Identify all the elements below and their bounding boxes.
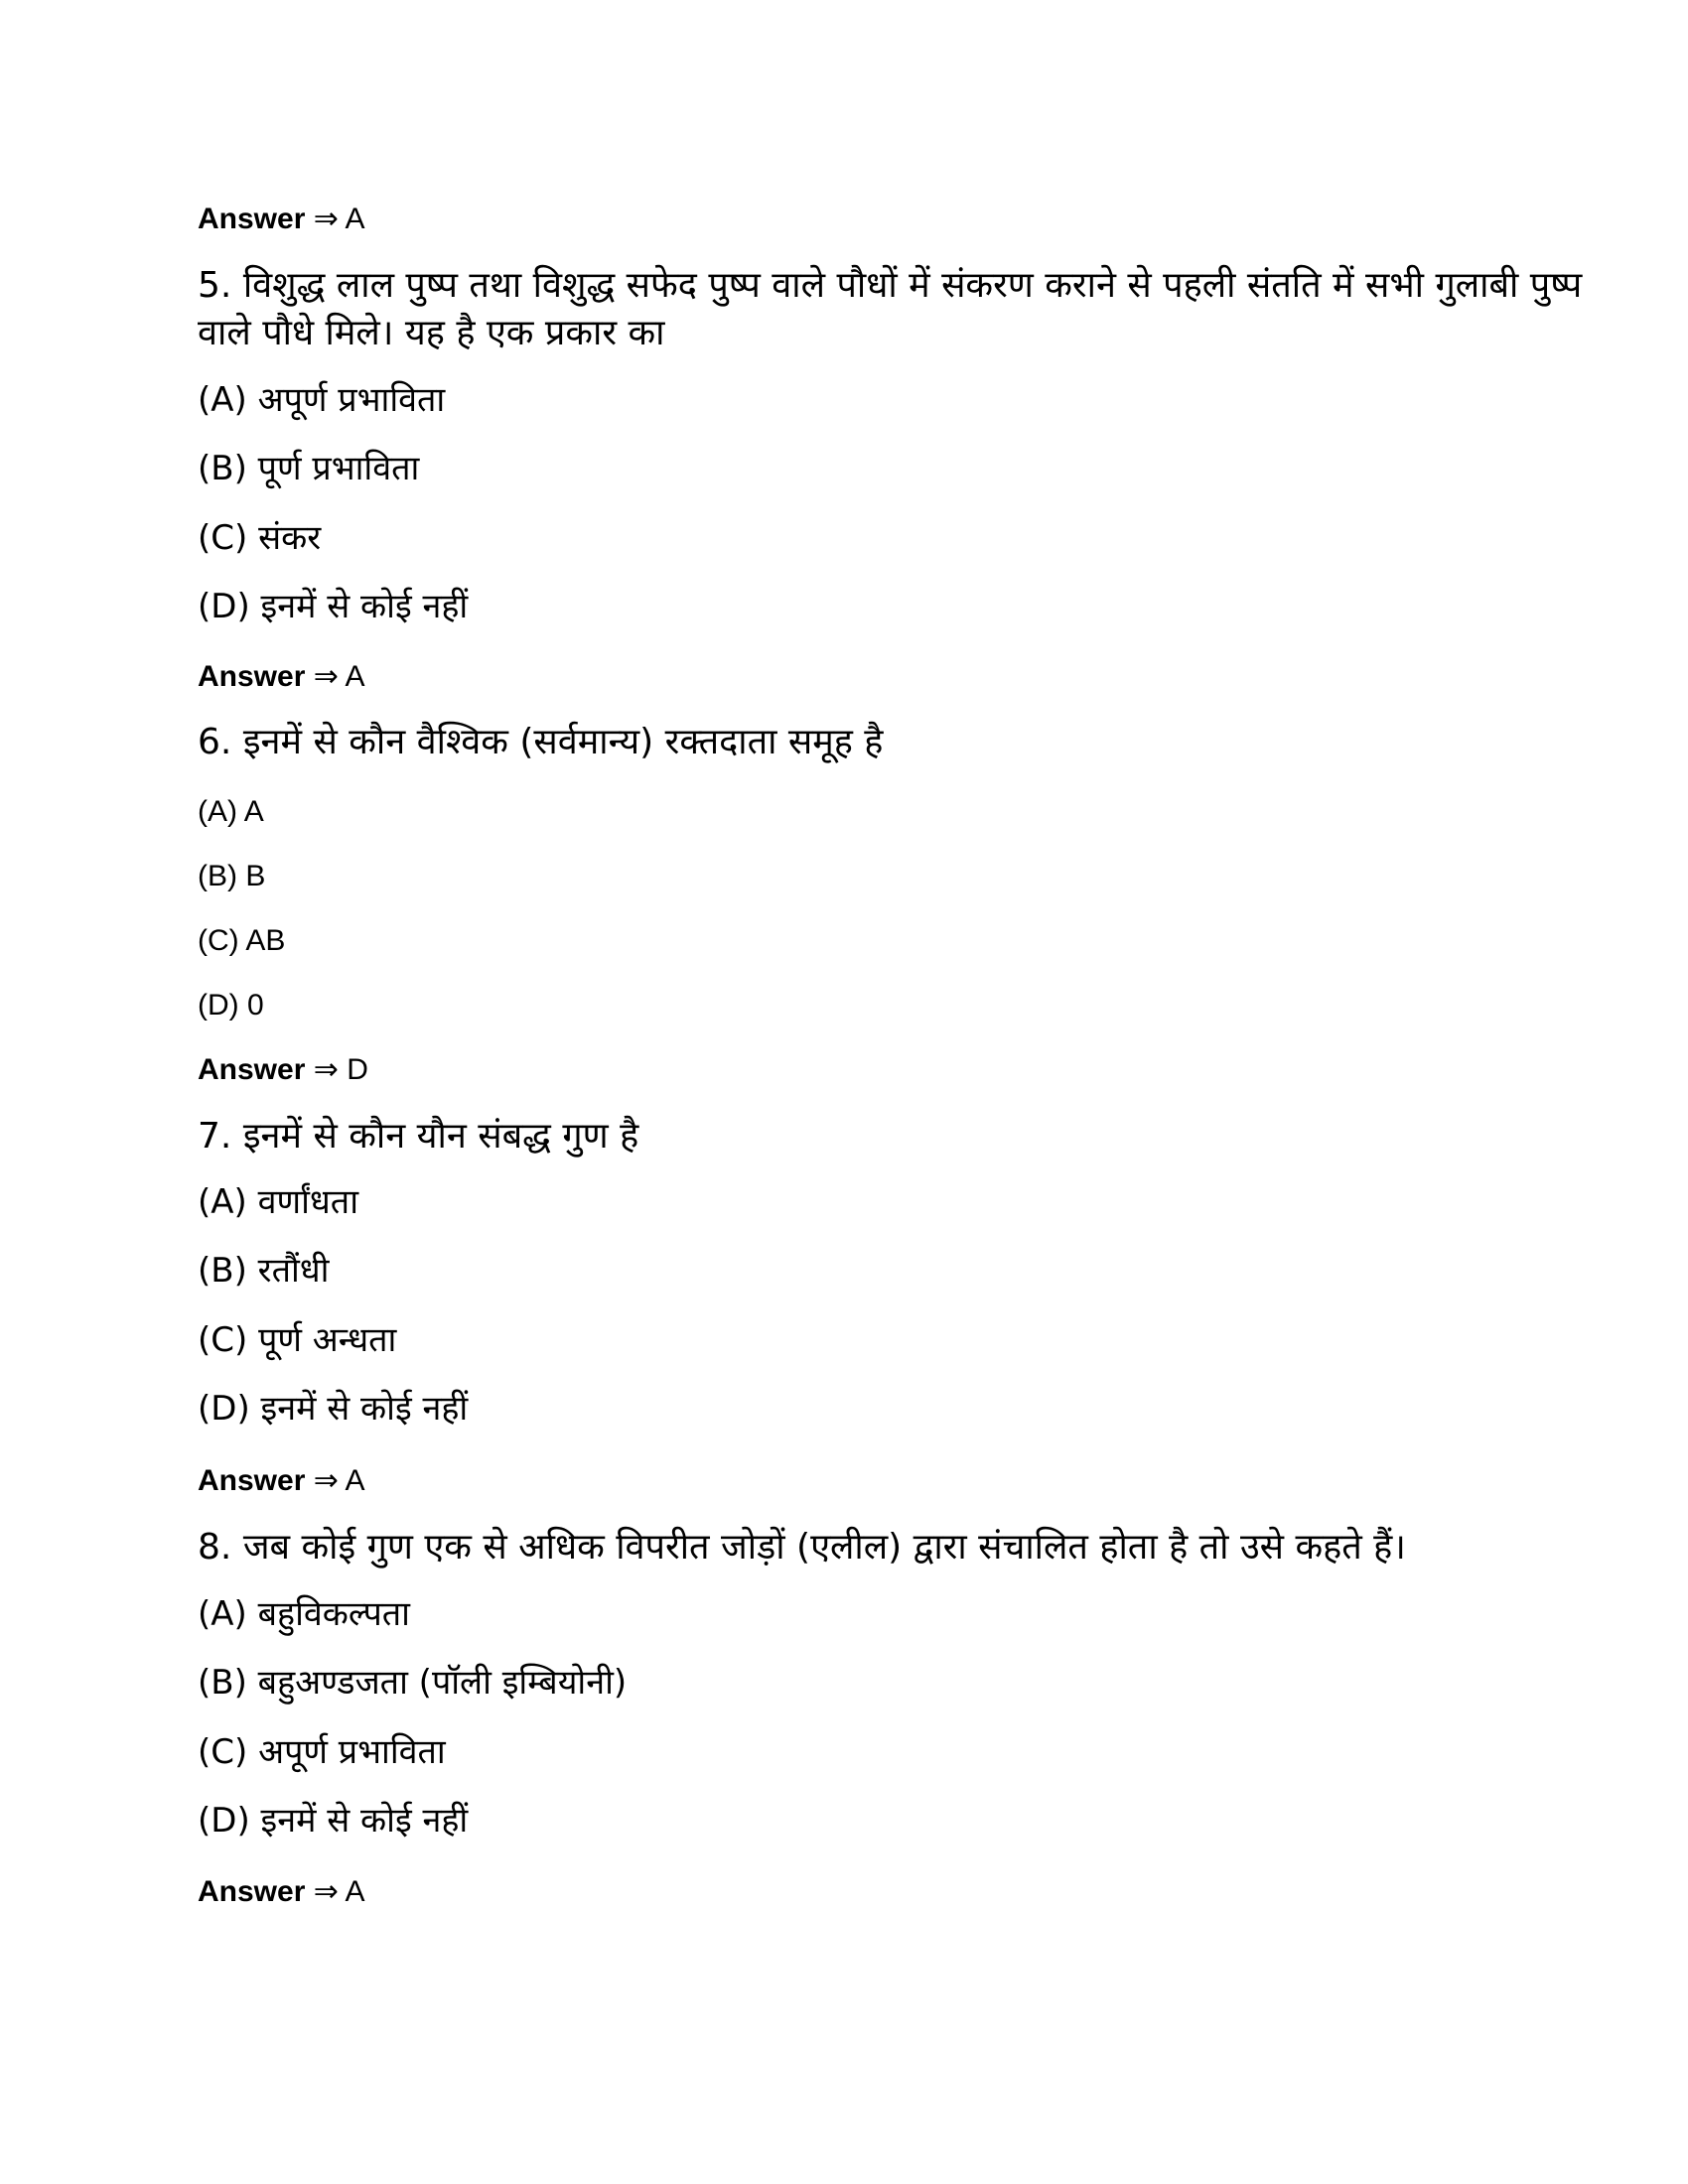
answer-line bbox=[198, 662, 365, 692]
question-number: 8. bbox=[198, 1527, 232, 1568]
option-a bbox=[198, 1594, 410, 1634]
option-a bbox=[198, 380, 446, 420]
option-key: (A) bbox=[198, 1182, 247, 1222]
option-text: पूर्ण अन्धता bbox=[258, 1320, 397, 1360]
answer-line bbox=[198, 1466, 365, 1496]
option-b bbox=[198, 862, 265, 891]
answer-value: A bbox=[345, 660, 365, 693]
option-key: (C) bbox=[198, 1320, 248, 1360]
question-number: 7. bbox=[198, 1116, 232, 1157]
option-d bbox=[198, 587, 469, 626]
answer-line bbox=[198, 1877, 365, 1907]
option-text: संकर bbox=[258, 518, 322, 558]
option-text: वर्णांधता bbox=[257, 1182, 358, 1222]
option-text: A bbox=[243, 795, 264, 828]
question-text bbox=[198, 262, 1582, 310]
option-b bbox=[198, 449, 420, 488]
question-line: जब कोई गुण एक से अधिक विपरीत जोड़ों (एलील) द्वारा संचालित होता है तो उसे कहते हैं। bbox=[242, 1527, 1406, 1568]
option-text: इनमें से कोई नहीं bbox=[260, 1389, 469, 1429]
option-text: बहुअण्डजता (पॉली इम्बियोनी) bbox=[257, 1663, 628, 1703]
question-line: इनमें से कौन यौन संबद्ध गुण है bbox=[242, 1116, 639, 1157]
answer-arrow: ⇒ bbox=[313, 203, 339, 235]
question-text-continued bbox=[198, 310, 665, 357]
answer-line bbox=[198, 1055, 368, 1085]
option-key: (B) bbox=[198, 449, 247, 488]
option-text: AB bbox=[245, 924, 286, 957]
option-key: (D) bbox=[198, 587, 250, 626]
option-b bbox=[198, 1663, 628, 1703]
answer-line bbox=[198, 205, 365, 234]
answer-label: Answer bbox=[198, 1875, 306, 1908]
option-key: (B) bbox=[198, 1663, 247, 1703]
answer-label: Answer bbox=[198, 1053, 306, 1086]
answer-arrow: ⇒ bbox=[313, 1875, 339, 1908]
option-text: पूर्ण प्रभाविता bbox=[257, 449, 420, 488]
answer-value: A bbox=[345, 1464, 365, 1497]
option-c bbox=[198, 518, 322, 558]
option-a bbox=[198, 1182, 358, 1222]
option-b bbox=[198, 1251, 330, 1291]
option-key: (C) bbox=[198, 518, 248, 558]
question-text bbox=[198, 719, 883, 766]
option-d bbox=[198, 1801, 469, 1841]
option-text: इनमें से कोई नहीं bbox=[260, 587, 469, 626]
question-number: 5. bbox=[198, 265, 232, 306]
option-key: (A) bbox=[198, 795, 237, 828]
answer-label: Answer bbox=[198, 203, 306, 235]
question-line: वाले पौधे मिले। यह है एक प्रकार का bbox=[198, 313, 665, 353]
answer-value: A bbox=[345, 203, 365, 235]
option-key: (A) bbox=[198, 380, 247, 420]
question-text bbox=[198, 1113, 638, 1160]
option-text: अपूर्ण प्रभाविता bbox=[257, 380, 446, 420]
option-c bbox=[198, 1732, 446, 1772]
answer-label: Answer bbox=[198, 1464, 306, 1497]
answer-arrow: ⇒ bbox=[313, 660, 339, 693]
option-text: B bbox=[245, 860, 266, 892]
option-c bbox=[198, 1320, 397, 1360]
option-text: अपूर्ण प्रभाविता bbox=[258, 1732, 446, 1772]
option-c bbox=[198, 926, 285, 956]
option-text: 0 bbox=[247, 989, 264, 1022]
question-text bbox=[198, 1524, 1406, 1571]
answer-value: A bbox=[345, 1875, 365, 1908]
answer-value: D bbox=[347, 1053, 368, 1086]
answer-arrow: ⇒ bbox=[313, 1053, 339, 1086]
option-a bbox=[198, 797, 264, 827]
question-line: विशुद्ध लाल पुष्प तथा विशुद्ध सफेद पुष्प वाले पौधों में संकरण कराने से पहली संतति में सभी गुलाबी पुष्प bbox=[242, 265, 1583, 306]
question-line: इनमें से कौन वैश्विक (सर्वमान्य) रक्तदाता समूह है bbox=[242, 722, 884, 762]
option-key: (A) bbox=[198, 1594, 247, 1634]
option-d bbox=[198, 1389, 469, 1429]
option-key: (B) bbox=[198, 1251, 247, 1291]
option-key: (D) bbox=[198, 1801, 250, 1841]
option-key: (C) bbox=[198, 924, 239, 957]
question-number: 6. bbox=[198, 722, 232, 762]
option-key: (B) bbox=[198, 860, 237, 892]
option-key: (C) bbox=[198, 1732, 248, 1772]
answer-arrow: ⇒ bbox=[313, 1464, 339, 1497]
option-key: (D) bbox=[198, 1389, 250, 1429]
option-text: इनमें से कोई नहीं bbox=[260, 1801, 469, 1841]
option-d bbox=[198, 991, 264, 1021]
option-text: बहुविकल्पता bbox=[257, 1594, 410, 1634]
option-text: रतौंधी bbox=[257, 1251, 330, 1291]
option-key: (D) bbox=[198, 989, 239, 1022]
answer-label: Answer bbox=[198, 660, 306, 693]
